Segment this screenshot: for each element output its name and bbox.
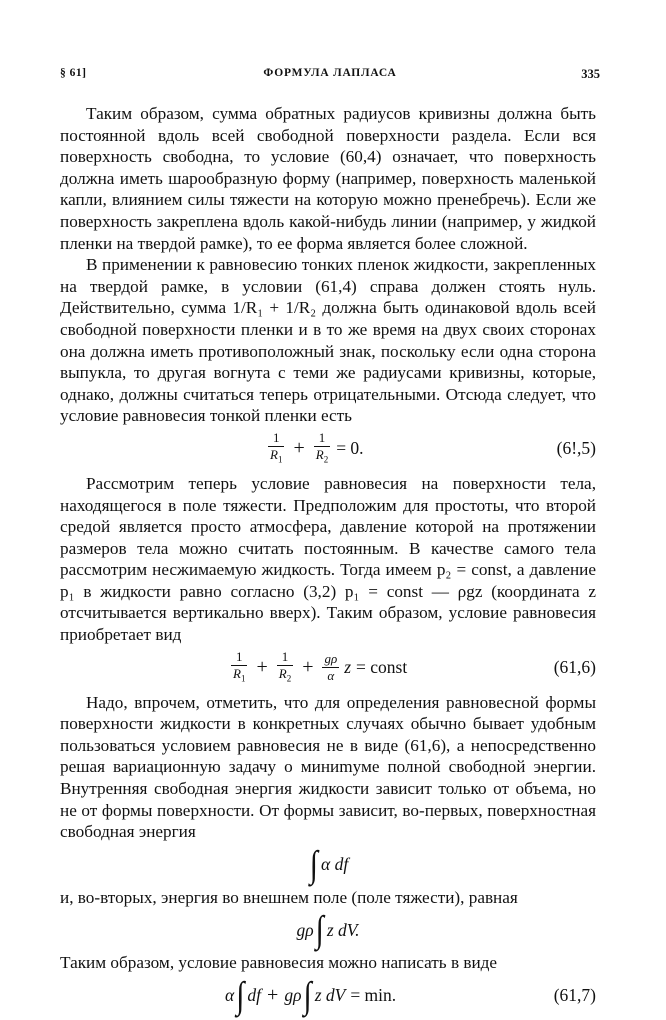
- alpha-symbol: α: [225, 985, 235, 1006]
- fraction-1-over-r1: $\frac{1}{R_1}$: [233, 648, 246, 684]
- page-body: [60, 103, 596, 1020]
- paragraph-5: и, во-вторых, энергия во внешнем поле (поле тяжести), равная: [60, 887, 518, 907]
- integral-body-zdv: z dV: [314, 985, 346, 1006]
- integral-sign: ∫: [303, 974, 312, 1016]
- equation-61-7-tag: (61,7): [553, 985, 596, 1006]
- integral-sign: ∫: [236, 974, 245, 1016]
- fraction-1-over-r2: $\frac{1}{R_2}$: [278, 648, 292, 684]
- integral-sign: ∫: [309, 843, 319, 885]
- integral-prefix: gρ: [284, 985, 302, 1006]
- integral-body: α df: [321, 854, 349, 875]
- integral-surface-energy: [60, 845, 596, 885]
- paragraph-2: В применении к равновесию тонких пленок жидкости, закрепленных на твердой рамке, в условии (61,4) справа должен стоять нуль. Действительно, сумма 1/R₁ + 1/R₂ должна быть одинаковой вдоль всей свободной поверхности пленки и в то же время на двух своих сторонах она должна иметь противоположный знак, поскольку если одна сторона выпукла, то другая вогнута с теми же радиусами кривизны, которые, однако, должны считаться теперь отрицательными. Отсюда следует, что условие равновесия тонкой пленки есть: [60, 255, 596, 426]
- equation-61-7-formula: α ∫ df + gρ ∫ z dV = min.: [225, 974, 397, 1016]
- paragraph-3: Рассмотрим теперь условие равновесия на поверхности тела, находящегося в поле тяжести. Предположим для простоты, что второй средой является просто атмосфера, давление которой на протяжении размеров тела можно считать постоянным. В качестве самого тела рассмотрим несжимаемую жидкость. Тогда имеем p₂ = const, а давление p₁ в жидкости равно согласно (3,2) p₁ = const — ρgz (координата z отсчитывается вертикально вверх). Таким образом, условие равновесия приобретает вид: [60, 473, 596, 645]
- equation-61-5-formula: $\frac{1}{R_1}$ + $\frac{1}{R_2}$ = 0.: [270, 430, 364, 465]
- equation-61-5-tag: (6!,5): [556, 438, 596, 459]
- equation-61-7-rhs: = min.: [350, 985, 397, 1006]
- running-header: [60, 67, 600, 85]
- paragraph-1: Таким образом, сумма обратных радиусов кривизны должна быть постоянной вдоль всей свободной поверхности раздела. Если вся поверхность свободна, то условие (60,4) означает, что поверхность должна иметь шарообразную форму (например, поверхность маленькой капли, влиянием силы тяжести на которую можно пренебречь). Если же поверхность закреплена вдоль какой-нибудь линии (например, у жидкой пленки на твердой рамке), то ее форма является более сложной.: [60, 104, 596, 253]
- equation-61-5: [60, 429, 596, 469]
- equation-61-6-formula: $\frac{1}{R_1}$ + $\frac{1}{R_2}$ + $\frac{g\rho}{\alpha}$ z = const: [233, 648, 408, 684]
- page-number: 335: [581, 67, 600, 81]
- equation-61-6-tag: (61,6): [553, 656, 596, 677]
- equation-61-6-rhs: = const: [356, 656, 408, 677]
- integral-body-df: df: [247, 985, 262, 1006]
- equation-61-7: [60, 976, 596, 1016]
- fraction-1-over-r2: $\frac{1}{R_2}$: [315, 430, 329, 465]
- paragraph-4: Надо, впрочем, отметить, что для определения равновесной формы поверхности жидкости в конкретных случаях обычно бывает удобным пользоваться условием равновесия не в виде (61,6), а непосредственно решая вариационную задачу о миниmуме полной свободной энергии. Внутренняя свободная энергия жидкости зависит только от объема, но не от формы поверхности. От формы зависит, во-первых, поверхностная свободная энергия: [60, 692, 596, 842]
- integral-prefix: gρ: [296, 919, 314, 940]
- fraction-1-over-r1: $\frac{1}{R_1}$: [270, 430, 283, 465]
- equation-61-5-rhs: = 0.: [336, 438, 364, 459]
- variable-z: z: [344, 656, 352, 677]
- fraction-g-rho-over-alpha: $\frac{g\rho}{\alpha}$: [324, 651, 338, 684]
- section-number: § 61]: [60, 67, 87, 79]
- integral-gravity-energy: [60, 910, 596, 950]
- equation-61-6: [60, 648, 596, 688]
- integral-body: z dV.: [326, 919, 360, 940]
- running-title: ФОРМУЛА ЛАПЛАСА: [263, 67, 397, 79]
- integral-sign: ∫: [315, 909, 324, 951]
- paragraph-6: Таким образом, условие равновесия можно написать в виде: [60, 953, 498, 973]
